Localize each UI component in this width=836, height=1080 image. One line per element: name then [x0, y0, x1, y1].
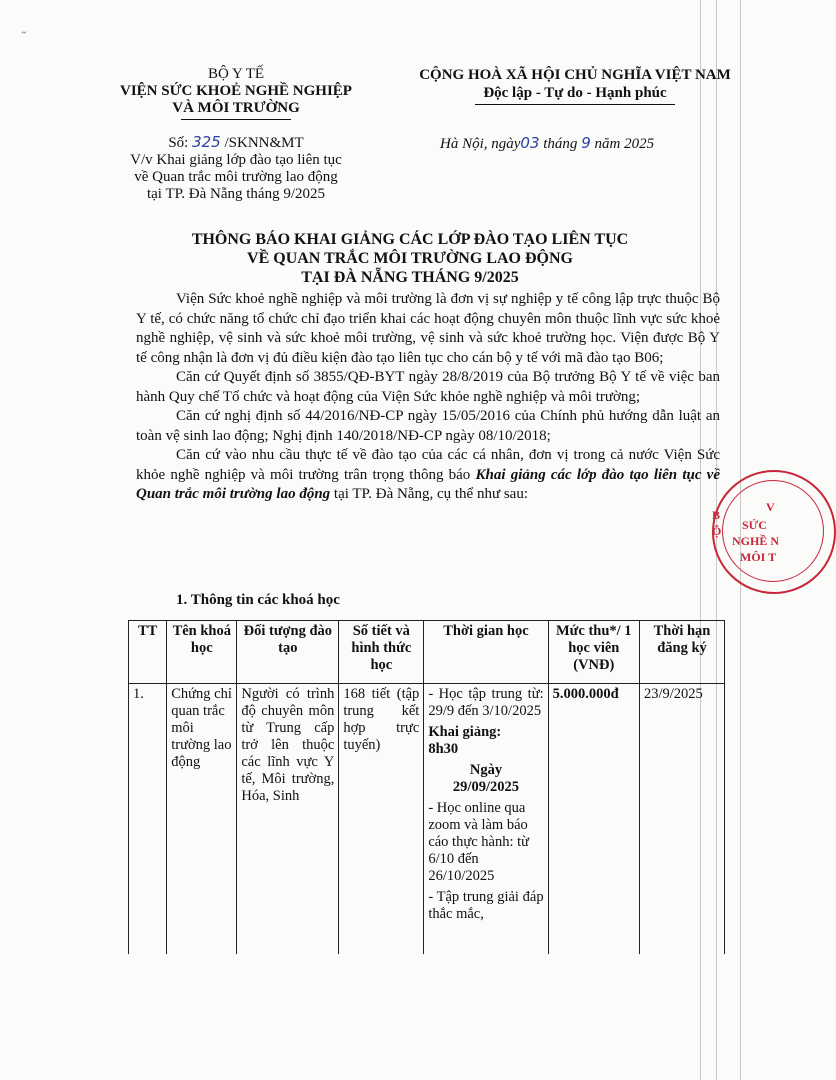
- handwritten-day: 03: [520, 134, 540, 152]
- study-schedule: - Học tập trung từ: 29/9 đến 3/10/2025 Khai giảng: 8h30 Ngày 29/09/2025 - Học online qua zoom và làm báo cáo thực hành: từ 6/10 đến 26/10/2025 - Tập trung giải đáp thắc mắc,: [424, 684, 548, 954]
- subject-line: V/v Khai giảng lớp đào tạo liên tục: [130, 152, 342, 168]
- column-header: Đối tượng đào tạo: [237, 621, 339, 684]
- seal-text: MÔI T: [740, 550, 777, 564]
- country-name: CỘNG HOÀ XÃ HỘI CHỦ NGHĨA VIỆT NAM: [419, 67, 731, 83]
- place-date: Hà Nội, ngày03 tháng 9 năm 2025: [440, 134, 655, 152]
- course-table: [128, 620, 725, 954]
- institute-name: VIỆN SỨC KHOẺ NGHỀ NGHIỆP: [120, 83, 352, 99]
- section-heading: 1. Thông tin các khoá học: [176, 592, 340, 608]
- document-number: Số: 325 /SKNN&MT: [168, 133, 304, 151]
- column-header: Thời gian học: [424, 621, 548, 684]
- paragraph: Viện Sức khoẻ nghề nghiệp và môi trường là đơn vị sự nghiệp y tế công lập trực thuộc Bộ Y tế, có chức năng tổ chức chỉ đạo triển khai các hoạt động chuyên môn thuộc lĩnh vực sức khoẻ nghề nghiệp, vệ sinh và sức khoẻ môi trường, vệ sinh và sức khoẻ trường học. Viện được Bộ Y tế công nhận là đơn vị đủ điều kiện đào tạo liên tục cho cán bộ y tế với mã đào tạo B06;: [136, 291, 720, 366]
- document-reference: [100, 134, 372, 203]
- row-index: 1.: [129, 684, 167, 954]
- table-header-row: [129, 621, 725, 684]
- registration-deadline: 23/9/2025: [639, 684, 724, 954]
- scan-speck: ˶: [22, 24, 26, 38]
- ministry-name: BỘ Y TẾ: [207, 66, 265, 82]
- divider: [475, 104, 675, 105]
- seal-text: V: [766, 500, 775, 514]
- handwritten-month: 9: [581, 134, 591, 152]
- column-header: Mức thu*/ 1 học viên (VNĐ): [548, 621, 639, 684]
- target-audience: Người có trình độ chuyên môn từ Trung cấp trở lên thuộc các lĩnh vực Y tế, Môi trường, Hóa, Sinh: [237, 684, 339, 954]
- national-header: [380, 66, 770, 105]
- seal-text: NGHỀ N: [732, 534, 780, 548]
- seal-text: SỨC: [742, 518, 767, 532]
- fee: 5.000.000đ: [548, 684, 639, 954]
- column-header: Số tiết và hình thức học: [339, 621, 424, 684]
- course-name: Chứng chỉ quan trắc môi trường lao động: [167, 684, 237, 954]
- national-motto: Độc lập - Tự do - Hạnh phúc: [483, 85, 667, 101]
- course-hours: 168 tiết (tập trung kết hợp trực tuyến): [339, 684, 424, 954]
- institute-name-2: VÀ MÔI TRƯỜNG: [172, 100, 300, 116]
- paragraph: Căn cứ Quyết định số 3855/QĐ-BYT ngày 28/8/2019 của Bộ trưởng Bộ Y tế về việc ban hành Quy chế Tổ chức và hoạt động của Viện Sức khỏe nghề nghiệp và môi trường;: [136, 369, 720, 405]
- divider: [181, 119, 291, 120]
- handwritten-number: 325: [192, 133, 221, 151]
- red-seal: [712, 470, 836, 594]
- document-title: THÔNG BÁO KHAI GIẢNG CÁC LỚP ĐÀO TẠO LIÊN TỤC VỀ QUAN TRẮC MÔI TRƯỜNG LAO ĐỘNG TẠI ĐÀ NẴNG THÁNG 9/2025: [191, 231, 629, 286]
- paragraph: Căn cứ vào nhu cầu thực tế về đào tạo của các cá nhân, đơn vị trong cả nước Viện Sức khỏe nghề nghiệp và môi trường trân trọng thông báo Khai giảng các lớp đào tạo liên tục về Quan trắc môi trường lao động tại TP. Đà Nẵng, cụ thể như sau:: [136, 447, 721, 502]
- subject-line: tại TP. Đà Nẵng tháng 9/2025: [146, 186, 326, 202]
- document-body: [136, 290, 720, 505]
- seal-text: Ộ: [712, 524, 722, 538]
- column-header: Tên khoá học: [167, 621, 237, 684]
- issuer-block: [100, 66, 372, 120]
- seal-inner-ring: [722, 480, 824, 582]
- column-header: TT: [129, 621, 167, 684]
- column-header: Thời hạn đăng ký: [639, 621, 724, 684]
- subject-line: về Quan trắc môi trường lao động: [134, 169, 338, 185]
- table-row: [129, 684, 725, 954]
- paragraph: Căn cứ nghị định số 44/2016/NĐ-CP ngày 15/05/2016 của Chính phủ hướng dẫn luật an toàn vệ sinh lao động; Nghị định 140/2018/NĐ-CP ngày 08/10/2018;: [136, 408, 720, 444]
- seal-text: B: [712, 508, 721, 522]
- emphasis: Khai giảng các lớp đào tạo liên tục về Quan trắc môi trường lao động: [136, 466, 721, 502]
